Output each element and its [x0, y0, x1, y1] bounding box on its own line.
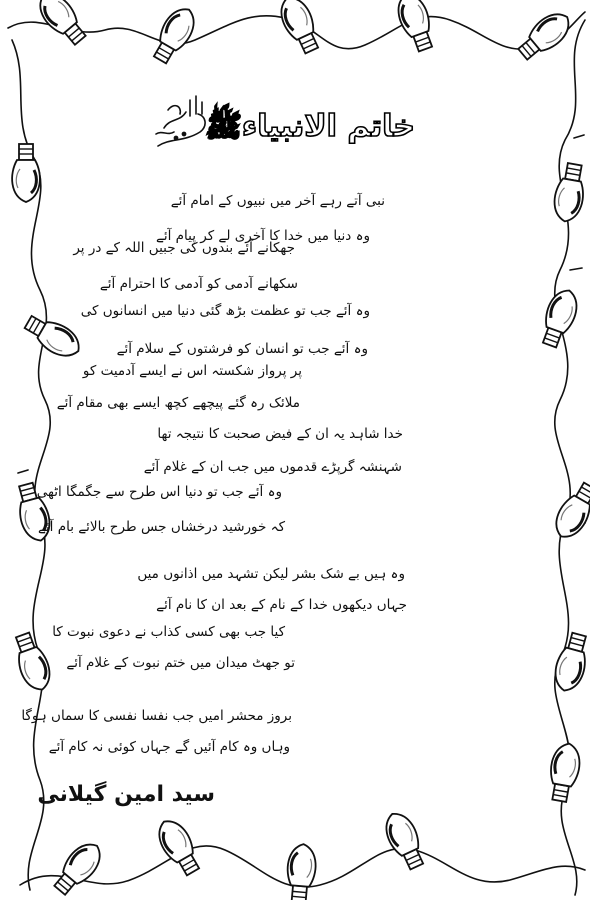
poem-line: ملائک رہ گئے پیچھے کچھ ایسے بھی مقام آئے — [56, 395, 300, 411]
poem-line: وہ آئے جب تو عظمت بڑھ گئی دنیا میں انسانوں کی — [80, 303, 370, 319]
poem-line: وہ آئے جب تو انسان کو فرشتوں کے سلام آئے — [116, 341, 368, 357]
poem-line: تو جھٹ میدان میں ختم نبوت کے غلام آئے — [66, 655, 295, 671]
poem-line: نبی آتے رہے آخر میں نبیوں کے امام آئے — [170, 193, 385, 209]
poem-line: خدا شاہد یہ ان کے فیض صحبت کا نتیجہ تھا — [157, 426, 403, 442]
poem-line: وہاں وہ کام آئیں گے جہاں کوئی نہ کام آئے — [48, 739, 290, 755]
poem-line: بروز محشر امیں جب نفسا نفسی کا سماں ہوگا — [21, 708, 292, 724]
poem-line: جھکانے آئے بندوں کی جبیں اللہ کے در پر — [73, 240, 295, 256]
poem-line: پر پرواز شکستہ اس نے ایسے آدمیت کو — [82, 363, 302, 379]
poem-line: کیا جب بھی کسی کذاب نے دعوی نبوت کا — [52, 624, 285, 640]
poet-name: سید امین گیلانی — [37, 782, 215, 807]
honorific-calligraphy-seal — [150, 88, 212, 152]
poem-line: وہ ہیں بے شک بشر لیکن تشہد میں اذانوں میں — [137, 566, 405, 582]
poem-line: وہ دنیا میں خدا کا آخری لے کر پیام آئے — [155, 228, 370, 244]
poem-line: کہ خورشید درخشاں جس طرح بالائے بام آئے — [38, 519, 285, 535]
poem-line: شہنشہ گرپڑے قدموں میں جب ان کے غلام آئے — [143, 459, 402, 475]
poem-line: وہ آئے جب تو دنیا اس طرح سے جگمگا اٹھی — [36, 484, 282, 500]
poem-line: جہاں دیکھوں خدا کے نام کے بعد ان کا نام آئے — [156, 597, 407, 613]
poem-title: خاتم الانبیاءﷺ — [205, 109, 415, 144]
poem-line: سکھانے آدمی کو آدمی کا احترام آئے — [99, 276, 298, 292]
